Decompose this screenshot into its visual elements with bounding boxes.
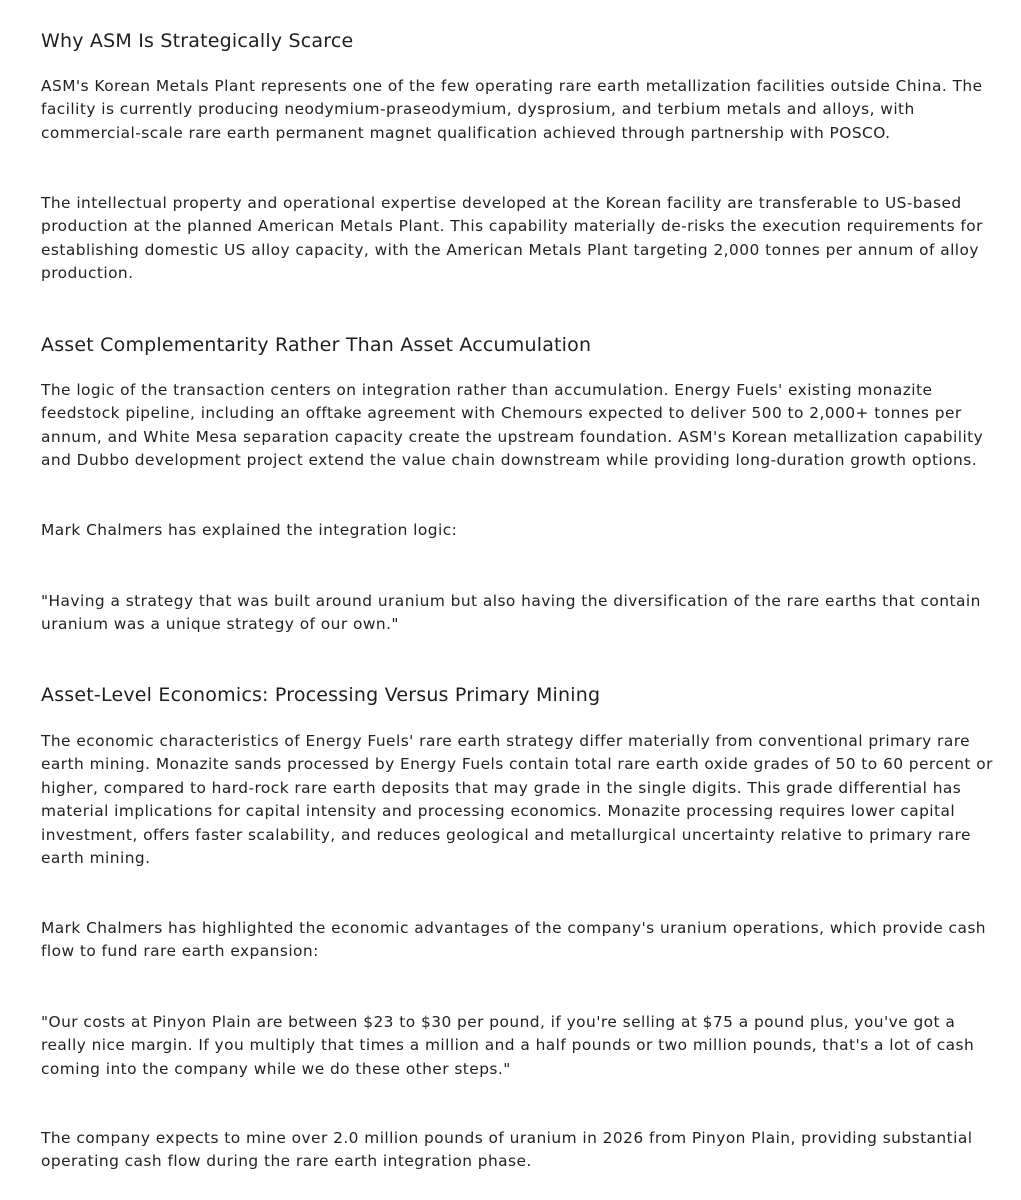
text-line: Mark Chalmers has highlighted the economic advantages of the company's uranium operations, which provide cash	[41, 919, 987, 937]
text-line: commercial-scale rare earth permanent magnet qualification achieved through partnership with POSCO.	[41, 123, 891, 142]
text-line: The economic characteristics of Energy Fuels' rare earth strategy differ materially from conventional primary rare	[41, 732, 971, 750]
text-line: feedstock pipeline, including an offtake agreement with Chemours expected to deliver 500 to 2,000+ tonnes per	[41, 404, 962, 423]
paragraph-transaction-logic	[41, 379, 984, 473]
text-line: production at the planned American Metals Plant. This capability materially de-risks the execution requirements for	[41, 217, 983, 236]
text-line: production.	[41, 264, 134, 283]
text-line: material implications for capital intensity and processing economics. Monazite processing requires lower capital	[41, 802, 956, 821]
text-line: The company expects to mine over 2.0 million pounds of uranium in 2026 from Pinyon Plain, providing substantial	[41, 1129, 973, 1147]
text-line: annum, and White Mesa separation capacity create the upstream foundation. ASM's Korean metallization capability	[41, 427, 984, 446]
text-line: higher, compared to hard-rock rare earth deposits that may grade in the single digits. This grade differential has	[41, 778, 962, 797]
text-line: uranium was a unique strategy of our own."	[41, 615, 399, 634]
text-line: facility is currently producing neodymium-praseodymium, dysprosium, and terbium metals and alloys, with	[41, 100, 915, 119]
text-line: really nice margin. If you multiply that times a million and a half pounds or two million pounds, that's a lot of cash	[41, 1036, 975, 1055]
quote-chalmers-strategy	[41, 590, 981, 637]
text-line: earth mining.	[41, 849, 151, 868]
section-heading-asset-complementarity: Asset Complementarity Rather Than Asset Accumulation	[41, 334, 592, 356]
paragraph-asm-korean-plant	[41, 75, 981, 145]
text-line: investment, offers faster scalability, and reduces geological and metallurgical uncertainty relative to primary rare	[41, 825, 971, 844]
text-line: and Dubbo development project extend the value chain downstream while providing long-duration growth options.	[41, 451, 978, 470]
text-line: coming into the company while we do these other steps."	[41, 1059, 511, 1078]
paragraph-chalmers-economics-intro	[41, 917, 987, 964]
section-heading-asset-economics: Asset-Level Economics: Processing Versus Primary Mining	[41, 684, 601, 706]
text-line: operating cash flow during the rare earth integration phase.	[41, 1152, 532, 1171]
quote-chalmers-costs	[41, 1011, 981, 1081]
text-line: The intellectual property and operational expertise developed at the Korean facility are transferable to US-based	[41, 194, 962, 212]
text-line: flow to fund rare earth expansion:	[41, 942, 319, 961]
text-line: earth mining. Monazite sands processed by Energy Fuels contain total rare earth oxide grades of 50 to 60 percent or	[41, 755, 993, 774]
section-heading-asm-scarce: Why ASM Is Strategically Scarce	[41, 30, 354, 52]
text-line: The logic of the transaction centers on integration rather than accumulation. Energy Fuels' existing monazite	[41, 381, 933, 399]
paragraph-uranium-production-outlook	[41, 1127, 981, 1174]
paragraph-economic-characteristics	[41, 730, 993, 870]
text-line: establishing domestic US alloy capacity, with the American Metals Plant targeting 2,000 tonnes per annum of alloy	[41, 240, 979, 259]
text-line: ASM's Korean Metals Plant represents one of the few operating rare earth metallization facilities outside China. The	[41, 77, 983, 95]
text-line: "Having a strategy that was built around uranium but also having the diversification of the rare earths that contain	[41, 592, 981, 610]
text-line: "Our costs at Pinyon Plain are between $23 to $30 per pound, if you're selling at $75 a pound plus, you've got a	[41, 1013, 956, 1031]
text-line: Mark Chalmers has explained the integration logic:	[41, 521, 458, 539]
paragraph-ip-transferable	[41, 192, 981, 286]
paragraph-chalmers-integration-intro	[41, 519, 981, 542]
